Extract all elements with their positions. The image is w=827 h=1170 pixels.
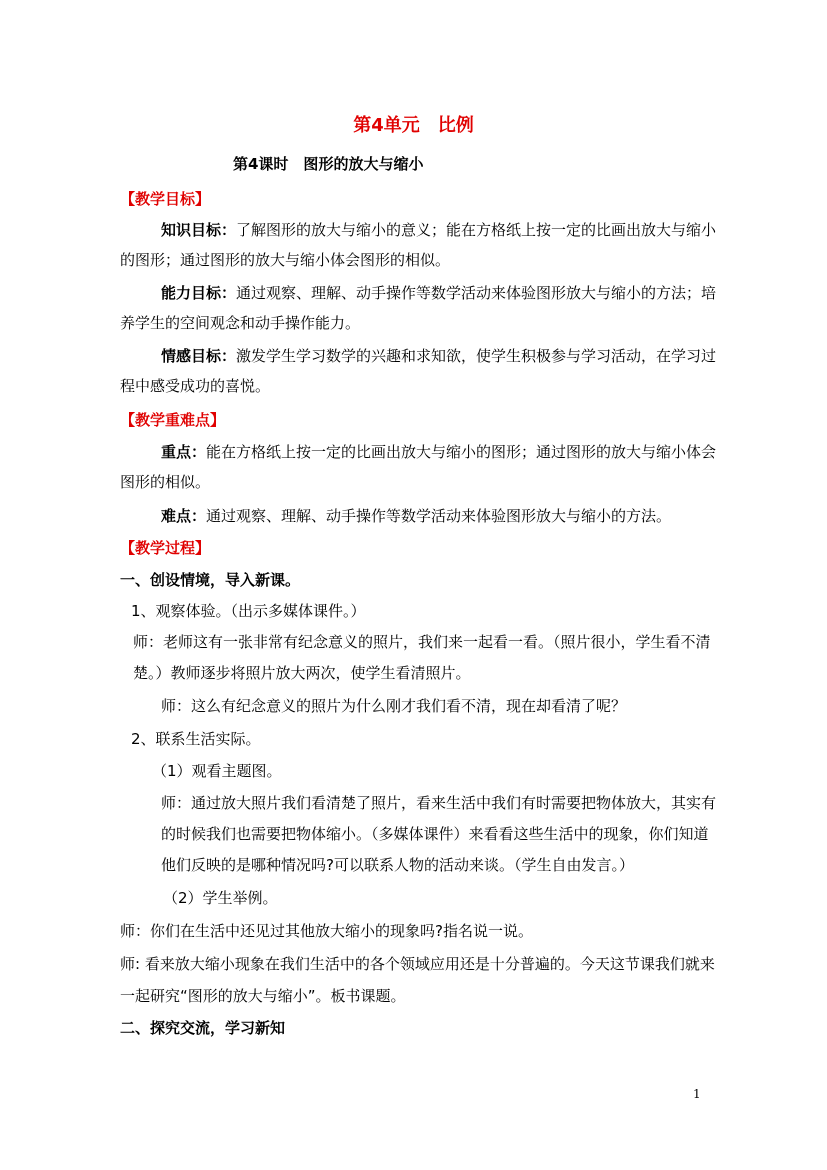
emotion-text-cont: 程中感受成功的喜悦。 [120,377,271,395]
paragraph-emotion-goal [161,346,716,366]
knowledge-text: 了解图形的放大与缩小的意义；能在方格纸上按一定的比画出放大与缩小 [236,221,717,239]
paragraph-teacher-question: 师：这么有纪念意义的照片为什么刚才我们看不清，现在却看清了呢？ [161,697,627,715]
difficult-label: 难点： [161,507,207,525]
paragraph-teacher-photo-cont: 楚。）教师逐步将照片放大两次，使学生看清照片。 [133,664,471,682]
page-number: 1 [693,1087,701,1101]
paragraph-real-life: 2、联系生活实际。 [131,730,261,748]
paragraph-difficult-point [161,506,671,526]
difficult-text: 通过观察、理解、动手操作等数学活动来体验图形放大与缩小的方法。 [206,507,672,525]
lesson-subtitle: 第4课时 图形的放大与缩小 [233,155,424,173]
paragraph-key-point [161,442,716,462]
knowledge-label: 知识目标： [161,221,237,239]
paragraph-observe: 1、观察体验。（出示多媒体课件。） [131,602,366,620]
section-heading-process: 【教学过程】 [120,539,211,557]
heading-part-two: 二、探究交流，学习新知 [120,1019,286,1037]
key-label: 重点： [161,443,207,461]
paragraph-teacher-enlarge-cont1: 的时候我们也需要把物体缩小。（多媒体课件）来看看这些生活中的现象，你们知道 [161,825,709,843]
emotion-label: 情感目标： [161,347,237,365]
paragraph-theme-picture: （1）观看主题图。 [152,762,282,780]
ability-text-cont: 养学生的空间观念和动手操作能力。 [120,314,361,332]
paragraph-teacher-enlarge: 师：通过放大照片我们看清楚了照片，看来生活中我们有时需要把物体放大，其实有 [161,794,717,812]
knowledge-text-cont: 的图形；通过图形的放大与缩小体会图形的相似。 [120,251,451,269]
paragraph-teacher-photo: 师：老师这有一张非常有纪念意义的照片，我们来一起看一看。（照片很小，学生看不清 [133,633,711,651]
heading-part-one: 一、创设情境，导入新课。 [120,571,301,589]
section-heading-key-points: 【教学重难点】 [120,411,226,429]
paragraph-ability-goal [161,283,716,303]
ability-text: 通过观察、理解、动手操作等数学活动来体验图形放大与缩小的方法；培 [236,284,717,302]
paragraph-teacher-summary: 师: 看来放大缩小现象在我们生活中的各个领域应用还是十分普遍的。今天这节课我们就来 [120,955,715,973]
paragraph-teacher-ask: 师：你们在生活中还见过其他放大缩小的现象吗?指名说一说。 [120,922,533,940]
emotion-text: 激发学生学习数学的兴趣和求知欲，使学生积极参与学习活动，在学习过 [236,347,717,365]
key-text-cont: 图形的相似。 [120,473,211,491]
section-heading-goals: 【教学目标】 [120,190,211,208]
ability-label: 能力目标： [161,284,237,302]
page-title: 第4单元 比例 [353,115,474,136]
paragraph-student-examples: （2）学生举例。 [163,889,278,907]
key-text: 能在方格纸上按一定的比画出放大与缩小的图形；通过图形的放大与缩小体会 [206,443,717,461]
paragraph-teacher-summary-cont: 一起研究“图形的放大与缩小”。板书课题。 [120,987,406,1005]
paragraph-knowledge-goal [161,220,716,240]
paragraph-teacher-enlarge-cont2: 他们反映的是哪种情况吗?可以联系人物的活动来谈。（学生自由发言。） [161,856,634,874]
